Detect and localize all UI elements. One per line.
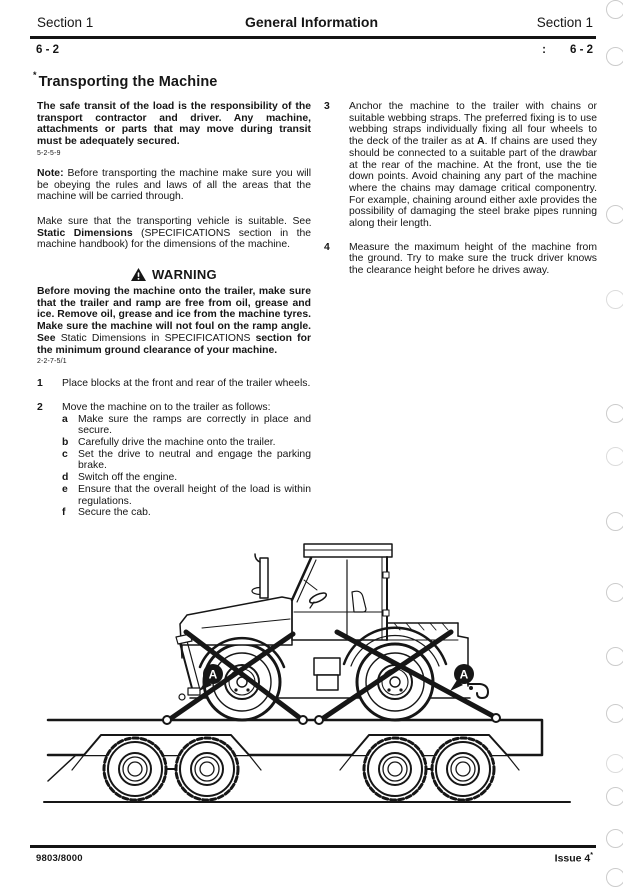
binder-hole xyxy=(606,290,623,309)
tractor-rear-wheel xyxy=(357,644,433,720)
step-4 xyxy=(324,242,597,277)
issue-number: Issue 4* xyxy=(554,852,593,865)
warning-heading-label: WARNING xyxy=(152,267,217,283)
step-1 xyxy=(37,378,311,390)
binder-hole xyxy=(606,512,623,531)
publication-number: 9803/8000 xyxy=(36,853,83,864)
trailer-wheel xyxy=(104,738,166,800)
revision-asterisk: * xyxy=(33,70,37,80)
trailer-wheel xyxy=(432,738,494,800)
binder-hole xyxy=(606,0,623,19)
step-3 xyxy=(324,101,597,230)
step-3-text: Anchor the machine to the trailer with chains or suitable webbing straps. The preferred fixing is to use webbing straps individually fixing all four wheels to the deck of the trailer as at A. If chains are used they should be connected to a suitable part of the drawbar at the rear of the machine. At the front, use the tie down points. Avoid chaining any part of the machine where the chains may damage critical componentry. For example, chaining around either axle provides the possibility of damaging the steel brake pipes running along their length. xyxy=(349,101,597,230)
footer-rule xyxy=(30,845,596,848)
trailer-wheel xyxy=(176,738,238,800)
substep-d: d Switch off the engine. xyxy=(62,472,178,484)
trailer-wheel xyxy=(364,738,426,800)
binder-hole xyxy=(606,47,623,66)
warning-paragraph: Before moving the machine onto the trailer, make sure that the trailer and ramp are free from oil, grease and ice. Remove oil, grease and ice from the machine tyres. Make sure the machine will not foul on the ramp angle. See Static Dimensions in SPECIFICATIONS section for the minimum ground clearance of your machine. xyxy=(37,286,311,356)
tractor-cab xyxy=(292,544,392,640)
page-number-value: 6 - 2 xyxy=(569,44,593,56)
step-2-text: Move the machine on to the trailer as follows: xyxy=(62,401,271,413)
page-number-colon: : xyxy=(542,44,546,56)
header-rule xyxy=(30,36,596,39)
substep-e: e Ensure that the overall height of the load is within regulations. xyxy=(62,483,311,507)
substep-b: b Carefully drive the machine onto the trailer. xyxy=(62,437,276,449)
step-2 xyxy=(37,402,311,414)
exhaust-stack xyxy=(260,558,268,598)
substep-f: f Secure the cab. xyxy=(62,507,151,519)
machine-on-trailer-illustration xyxy=(30,528,592,833)
header-section-left: Section 1 xyxy=(37,15,94,30)
binder-hole xyxy=(606,404,623,423)
warning-heading xyxy=(37,267,311,282)
binder-hole xyxy=(606,583,623,602)
step-1-number: 1 xyxy=(37,378,43,390)
label-a-front-text: A xyxy=(208,667,218,682)
step-3-number: 3 xyxy=(324,101,330,112)
right-column xyxy=(324,101,597,277)
substep-a: a Make sure the ramps are correctly in place and secure. xyxy=(62,413,311,437)
cab-steps xyxy=(314,658,340,675)
reference-code-2: 2-2-7-5/1 xyxy=(37,358,67,366)
binder-hole xyxy=(606,647,623,666)
step-4-number: 4 xyxy=(324,241,330,253)
step-2-substeps xyxy=(62,414,311,519)
binder-hole xyxy=(606,447,623,466)
substep-c: c Set the drive to neutral and engage the parking brake. xyxy=(62,448,311,472)
binder-hole xyxy=(606,205,623,224)
step-2-number: 2 xyxy=(37,401,43,413)
warning-triangle-icon xyxy=(131,268,146,281)
left-column xyxy=(37,101,311,519)
step-4-text: Measure the maximum height of the machine from the ground. Try to make sure the truck driver knows the clearance height before he drives away. xyxy=(349,241,597,277)
binder-hole xyxy=(606,868,623,887)
binder-hole xyxy=(606,829,623,848)
binder-hole xyxy=(606,754,623,773)
steering-wheel xyxy=(308,591,327,605)
binder-hole xyxy=(606,787,623,806)
label-a-rear-text: A xyxy=(459,667,469,682)
header-title: General Information xyxy=(244,14,379,30)
step-1-text: Place blocks at the front and rear of the trailer wheels. xyxy=(62,378,311,390)
note-label: Note: xyxy=(37,167,64,179)
safety-statement-paragraph: The safe transit of the load is the responsibility of the transport contractor and driver. Any machine, attachments or parts that may move during transit must be adequately secured. xyxy=(37,101,311,148)
header-section-right: Section 1 xyxy=(536,15,593,30)
vehicle-suitability-paragraph: Make sure that the transporting vehicle is suitable. See Static Dimensions (SPECIFICATIONS section in the machine handbook) for the dimensions of the machine. xyxy=(37,215,312,251)
section-title xyxy=(33,70,217,90)
note-paragraph: Note: Before transporting the machine make sure you will be obeying the rules and laws of all the areas that the machine will be carried through. xyxy=(37,167,312,203)
page-number-left: 6 - 2 xyxy=(36,44,60,56)
reference-code-1: 5-2-5-9 xyxy=(37,149,61,157)
cab-seat xyxy=(352,591,366,612)
section-title-text: Transporting the Machine xyxy=(38,74,218,90)
binder-hole xyxy=(606,704,623,723)
page-number-right xyxy=(542,44,593,56)
